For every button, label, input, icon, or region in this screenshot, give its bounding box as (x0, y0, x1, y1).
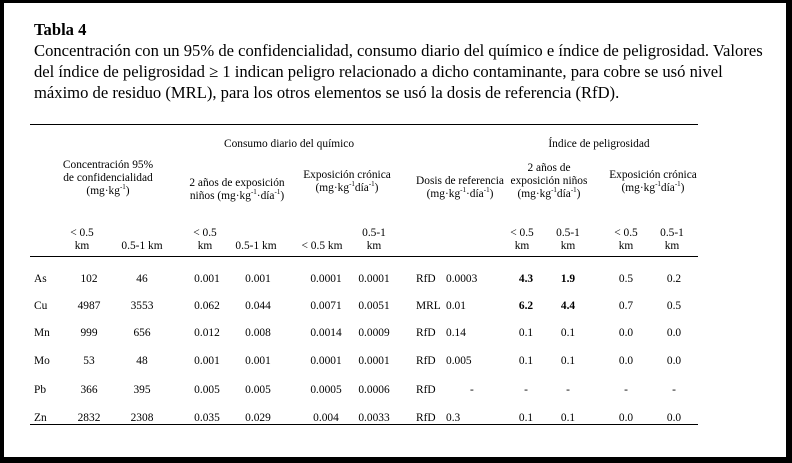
subheader-lt05: < 0.5 km (301, 240, 343, 252)
cell-cron-0515: 0.0006 (358, 384, 390, 396)
cell-hi-cron-lt05: - (624, 384, 628, 396)
cell-ref-type: RfD (416, 412, 436, 424)
table-header-rule (30, 256, 698, 257)
cell-ninos-lt05: 0.062 (194, 300, 220, 312)
cell-conc-lt05: 366 (80, 384, 98, 396)
header-exposicion-cronica: Exposición crónica $(mg\cdot kg^{-1}día^{-1})$ (303, 169, 391, 194)
cell-cron-lt05: 0.004 (313, 412, 339, 424)
cell-hi-cron-0515: 0.0 (666, 327, 682, 339)
cell-element: Mn (34, 327, 50, 339)
cell-ref-type: RfD (416, 273, 436, 285)
caption-text: Concentración con un 95% de confidencialidad, consumo diario del químico e índice de peligrosidad. Valores del índice de peligrosidad ≥ 1 indican peligro relacionado a dicho contaminante, para cobre se usó nivel máximo de residuo (MRL), para los otros elementos se usó la dosis de referencia (RfD). (34, 41, 763, 102)
cell-ninos-0515: 0.001 (245, 273, 271, 285)
cell-ninos-lt05: 0.001 (194, 355, 220, 367)
subheader-lt05: < 0.5 km (510, 227, 534, 252)
cell-hi-ninos-lt05: 0.1 (518, 327, 534, 339)
cell-cron-0515: 0.0033 (358, 412, 390, 424)
cell-ninos-lt05: 0.005 (194, 384, 220, 396)
table-row (4, 411, 786, 425)
subheader-0515: 0.5-1 km (362, 227, 386, 252)
cell-conc-lt05: 4987 (77, 300, 101, 312)
cell-ninos-0515: 0.001 (245, 355, 271, 367)
cell-element: As (34, 273, 47, 285)
cell-ref-value: - (470, 384, 474, 396)
cell-conc-lt05: 102 (80, 273, 98, 285)
cell-hi-ninos-lt05: 4.3 (518, 273, 534, 285)
cell-ref-value: 0.0003 (446, 273, 478, 285)
cell-hi-cron-0515: - (672, 384, 676, 396)
subheader-0515: 0.5-1 km (660, 227, 684, 252)
table-row (4, 383, 786, 397)
cell-hi-ninos-lt05: 6.2 (518, 300, 534, 312)
cell-element: Pb (34, 384, 47, 396)
cell-ninos-lt05: 0.012 (194, 327, 220, 339)
cell-cron-0515: 0.0051 (358, 300, 390, 312)
cell-ninos-0515: 0.008 (245, 327, 271, 339)
cell-element: Zn (34, 412, 47, 424)
cell-hi-ninos-0515: - (566, 384, 570, 396)
cell-hi-cron-0515: 0.2 (666, 273, 682, 285)
cell-conc-0515: 2308 (130, 412, 154, 424)
subheader-lt05: < 0.5 km (614, 227, 638, 252)
cell-ninos-lt05: 0.035 (194, 412, 220, 424)
cell-conc-lt05: 53 (83, 355, 95, 367)
table-caption (34, 19, 779, 103)
cell-hi-ninos-0515: 0.1 (560, 355, 576, 367)
table-top-rule (30, 124, 698, 125)
cell-conc-0515: 3553 (130, 300, 154, 312)
cell-hi-ninos-lt05: - (524, 384, 528, 396)
subheader-lt05: < 0.5 km (70, 227, 94, 252)
cell-ref-value: 0.14 (446, 327, 466, 339)
cell-ninos-0515: 0.029 (245, 412, 271, 424)
cell-conc-lt05: 999 (80, 327, 98, 339)
header-indice-cronica: Exposición crónica $(mg\cdot kg^{-1}día^{-1})$ (609, 169, 697, 194)
subheader-0515: 0.5-1 km (556, 227, 580, 252)
group-header-consumo: Consumo diario del químico (223, 138, 355, 150)
cell-hi-ninos-lt05: 0.1 (518, 355, 534, 367)
cell-ref-type: RfD (416, 327, 436, 339)
header-indice-ninos: 2 años de exposición niños $(mg\cdot kg^{-1}día^{-1})$ (510, 162, 588, 200)
cell-cron-0515: 0.0009 (358, 327, 390, 339)
table-bottom-rule (30, 424, 698, 425)
cell-hi-cron-lt05: 0.0 (618, 355, 634, 367)
cell-hi-ninos-0515: 4.4 (560, 300, 576, 312)
cell-element: Cu (34, 300, 48, 312)
cell-hi-cron-0515: 0.0 (666, 412, 682, 424)
cell-conc-0515: 656 (133, 327, 151, 339)
cell-ninos-lt05: 0.001 (194, 273, 220, 285)
cell-hi-cron-lt05: 0.0 (618, 412, 634, 424)
subheader-0515: 0.5-1 km (121, 240, 163, 252)
table-row (4, 299, 786, 313)
group-header-indice: Índice de peligrosidad (548, 138, 650, 150)
table-row (4, 326, 786, 340)
cell-hi-ninos-0515: 0.1 (560, 412, 576, 424)
cell-conc-0515: 46 (136, 273, 148, 285)
cell-ref-type: RfD (416, 384, 436, 396)
cell-ref-type: MRL (416, 300, 441, 312)
table-row (4, 272, 786, 286)
cell-hi-ninos-0515: 1.9 (560, 273, 576, 285)
subheader-lt05: < 0.5 km (193, 227, 217, 252)
caption-title: Tabla 4 (34, 20, 87, 39)
header-concentracion: Concentración 95% de confidencialidad $(mg\cdot kg^{-1})$ (62, 159, 154, 197)
cell-conc-0515: 48 (136, 355, 148, 367)
cell-ninos-0515: 0.005 (245, 384, 271, 396)
cell-cron-lt05: 0.0001 (310, 273, 342, 285)
cell-hi-cron-lt05: 0.0 (618, 327, 634, 339)
cell-cron-lt05: 0.0005 (310, 384, 342, 396)
cell-cron-lt05: 0.0001 (310, 355, 342, 367)
cell-hi-cron-0515: 0.0 (666, 355, 682, 367)
cell-conc-0515: 395 (133, 384, 151, 396)
cell-ref-type: RfD (416, 355, 436, 367)
document-page (4, 3, 786, 457)
cell-cron-lt05: 0.0071 (310, 300, 342, 312)
cell-ref-value: 0.01 (446, 300, 466, 312)
cell-cron-0515: 0.0001 (358, 273, 390, 285)
subheader-0515: 0.5-1 km (235, 240, 277, 252)
cell-cron-lt05: 0.0014 (310, 327, 342, 339)
cell-ref-value: 0.3 (446, 412, 461, 424)
cell-element: Mo (34, 355, 50, 367)
cell-ninos-0515: 0.044 (245, 300, 271, 312)
table-row (4, 354, 786, 368)
cell-hi-ninos-lt05: 0.1 (518, 412, 534, 424)
header-exposicion-ninos: 2 años de exposición niños $(mg\cdot kg^{-1}\cdot día^{-1})$ (189, 177, 285, 202)
cell-cron-0515: 0.0001 (358, 355, 390, 367)
cell-ref-value: 0.005 (446, 355, 472, 367)
cell-conc-lt05: 2832 (77, 412, 101, 424)
header-dosis-referencia: Dosis de referencia $(mg\cdot kg^{-1}\cdot día^{-1})$ (416, 175, 504, 200)
cell-hi-cron-0515: 0.5 (666, 300, 682, 312)
cell-hi-cron-lt05: 0.7 (618, 300, 634, 312)
cell-hi-ninos-0515: 0.1 (560, 327, 576, 339)
cell-hi-cron-lt05: 0.5 (618, 273, 634, 285)
